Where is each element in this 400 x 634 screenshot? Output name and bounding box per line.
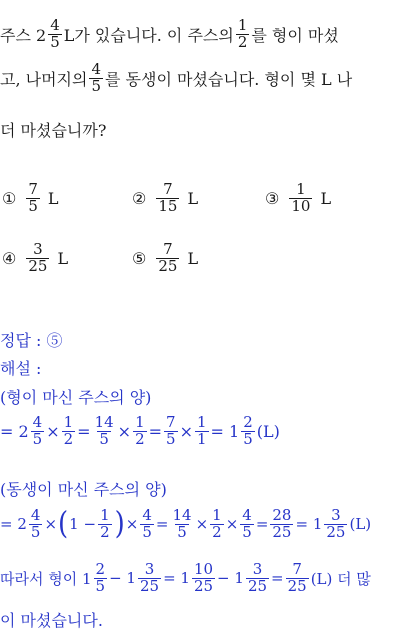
fraction: $\frac{3}{25}$ (28, 240, 48, 275)
fraction: $\frac{7}{25}$ (158, 240, 178, 275)
fraction: $\frac{1}{2}$ (100, 506, 110, 541)
eq-text: = 1 (210, 421, 240, 441)
problem-text: 주스 2 (0, 25, 47, 45)
paren-close: ) (114, 506, 125, 543)
eq-text: × (117, 421, 132, 441)
fraction: $\frac{2}{5}$ (243, 413, 253, 448)
eq-text: = (77, 421, 91, 441)
eq-text: = 2 (0, 515, 27, 534)
paren-open: ( (58, 506, 69, 543)
option-number: ④ (2, 248, 17, 268)
eq-text: × (195, 515, 209, 534)
unit: L (187, 188, 199, 208)
fraction: $\frac{7}{5}$ (28, 180, 38, 215)
problem-line-3 (0, 118, 106, 141)
option-1[interactable] (2, 182, 59, 215)
eq-text: × (179, 421, 193, 441)
eq-text: × (46, 421, 60, 441)
problem-text: 를 형이 마셨 (251, 25, 339, 45)
eq-text: (L) (256, 421, 280, 441)
fraction: $\frac{3}{25}$ (247, 560, 268, 595)
fraction: $\frac{4}{5}$ (142, 506, 152, 541)
option-number: ① (2, 188, 17, 208)
conclusion-text: 이 마셨습니다. (0, 611, 103, 630)
eq-text: (L) 더 많 (310, 569, 371, 588)
fraction: $\frac{4}{5}$ (30, 506, 41, 541)
fraction: $\frac{1}{10}$ (291, 180, 311, 215)
problem-line-1 (0, 18, 339, 51)
fraction: $\frac{1}{1}$ (196, 413, 207, 448)
fraction: $\frac{14}{5}$ (172, 506, 192, 541)
fraction: $\frac{7}{5}$ (166, 413, 176, 448)
eq-text: × (125, 515, 139, 534)
eq-text: 따라서 형이 1 (0, 569, 92, 588)
fraction: $\frac{3}{25}$ (139, 560, 160, 595)
eq-text: 1 − (69, 515, 97, 534)
fraction: $\frac{1}{2}$ (212, 506, 222, 541)
equation-1 (0, 415, 280, 448)
problem-text: L가 있습니다. 이 주스의 (63, 25, 234, 45)
fraction: $\frac{4}{5}$ (91, 60, 101, 95)
problem-text: 고, 나머지의 (0, 69, 88, 89)
option-number: ⑤ (132, 248, 147, 268)
conclusion-line (0, 608, 103, 631)
eq-text: = 1 (295, 515, 323, 534)
option-5[interactable] (132, 242, 198, 275)
fraction: $\frac{1}{2}$ (237, 16, 248, 51)
fraction: $\frac{4}{5}$ (50, 16, 60, 51)
section-title: (형이 마신 주스의 양) (0, 388, 152, 407)
unit: L (57, 248, 69, 268)
fraction: $\frac{7}{15}$ (158, 180, 178, 215)
answer-label (0, 328, 62, 351)
option-3[interactable] (265, 182, 331, 215)
answer-text: 정답 : ⑤ (0, 331, 63, 350)
section-1-title (0, 385, 151, 408)
fraction: $\frac{10}{25}$ (193, 560, 214, 595)
eq-text: (L) (349, 515, 372, 534)
fraction: $\frac{28}{25}$ (272, 506, 292, 541)
fraction: $\frac{14}{5}$ (94, 413, 114, 448)
equation-3 (0, 562, 371, 595)
eq-text: − 1 (109, 569, 136, 588)
explain-text: 해설 : (0, 359, 42, 378)
eq-text: = (271, 569, 284, 588)
fraction: $\frac{1}{2}$ (135, 413, 145, 448)
unit: L (47, 188, 59, 208)
eq-text: × (225, 515, 239, 534)
option-number: ② (132, 188, 147, 208)
fraction: $\frac{1}{2}$ (63, 413, 74, 448)
eq-text: × (44, 515, 58, 534)
section-title: (동생이 마신 주스의 양) (0, 480, 167, 499)
problem-line-2 (0, 62, 352, 95)
explain-label (0, 356, 41, 379)
fraction: $\frac{7}{25}$ (287, 560, 307, 595)
option-2[interactable] (132, 182, 198, 215)
eq-text: = 1 (163, 569, 190, 588)
option-number: ③ (265, 188, 280, 208)
problem-text: 더 마셨습니까? (0, 121, 107, 140)
fraction: $\frac{2}{5}$ (95, 560, 106, 595)
equation-2 (0, 508, 371, 541)
eq-text: = (255, 515, 269, 534)
section-2-title (0, 477, 167, 500)
fraction: $\frac{3}{25}$ (326, 506, 346, 541)
unit: L (187, 248, 199, 268)
eq-text: − 1 (217, 569, 244, 588)
problem-text: 를 동생이 마셨습니다. 형이 몇 L 나 (105, 69, 353, 89)
option-4[interactable] (2, 242, 68, 275)
eq-text: = (155, 515, 169, 534)
fraction: $\frac{4}{5}$ (242, 506, 252, 541)
fraction: $\frac{4}{5}$ (32, 413, 43, 448)
eq-text: = 2 (0, 421, 29, 441)
eq-text: = (148, 421, 163, 441)
unit: L (320, 188, 332, 208)
